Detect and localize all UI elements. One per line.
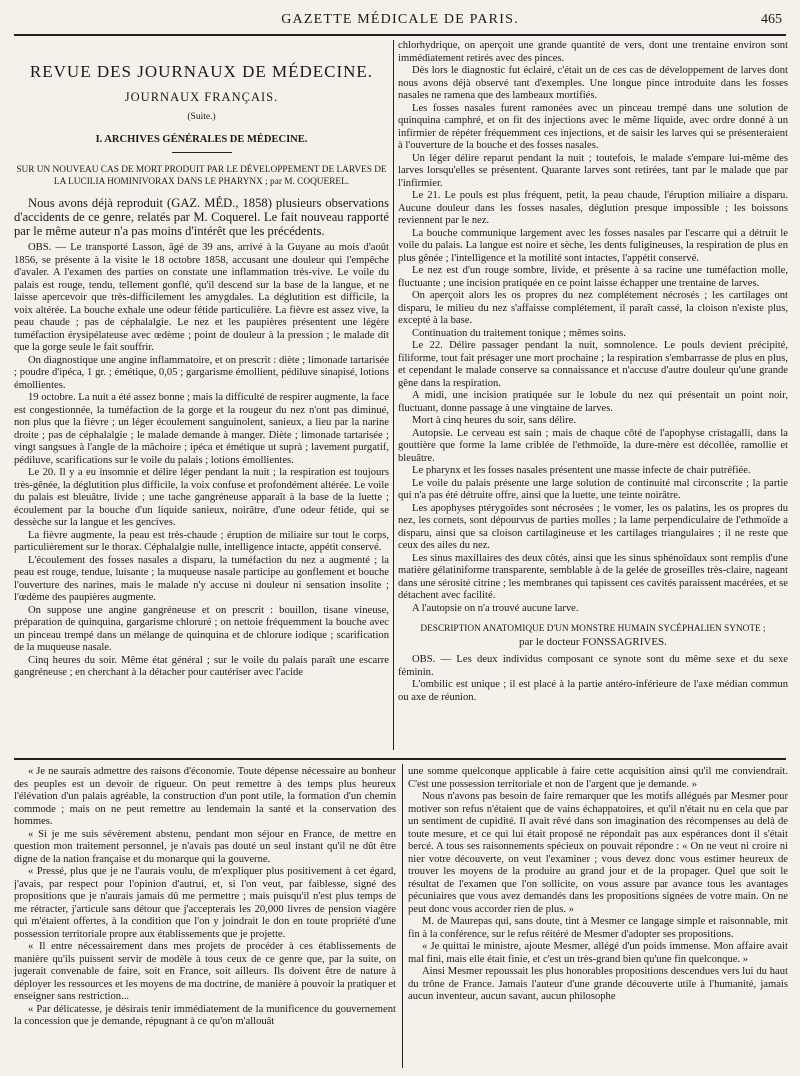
feuilleton-divider (14, 758, 786, 760)
paragraph: Mort à cinq heures du soir, sans délire. (412, 415, 577, 426)
paragraph: Le pharynx et les fosses nasales présentent une masse infecte de chair putréfiée. (412, 465, 751, 476)
section-title: REVUE DES JOURNAUX DE MÉDECINE. (29, 62, 374, 81)
paragraph: Nous avons déjà reproduit (GAZ. MÉD., 1858) plusieurs observations d'accidents de ce genre, relatés par M. Coquerel. Le fait nouveau rapporté par le même auteur n'a pas moins d'intérêt que les précédents. (14, 196, 389, 238)
paragraph: Dès lors le diagnostic fut éclairé, c'était un de ces cas de développement de larves dont nous avons déjà observé tant d'exemples. Une longue pince introduite dans les fosses nasales ne ramena que des lambeaux mortifiés. (398, 65, 788, 101)
paragraph: une somme quelconque applicable à faire cette acquisition ainsi qu'il me conviendrait. C'est une possession territoriale et non de l'argent que je demande. » (408, 766, 788, 790)
paragraph: Le 21. Le pouls est plus fréquent, petit, la peau chaude, l'éruption miliaire a disparu. Aucune douleur dans les fosses nasales, déglution presque impossible ; les boissons reviennent par le nez. (398, 190, 788, 226)
paragraph: OBS. — Le transporté Lasson, âgé de 39 ans, arrivé à la Guyane au mois d'août 1856, se présente à la visite le 18 octobre 1858, accusant une douleur qui l'empêche d'avaler. A l'examen des parties on constate une inflammation très-vive. Le voile du palais est rouge, tendu, tellement gonflé, qu'il descend sur la base de la langue, et ne laisse apercevoir que très-difficilement les amygdales. La déglutition est difficile, la voix altérée. La bouche exhale une odeur fétide particulière. La fièvre est assez vive, la peau chaude ; pas de céphalalgie. Le nez et les paupières présentent une légère tuméfaction érysipélateuse avec œdème ; point de douleur à la pression ; le malade dit que la gorge seule le fait souffrir. (14, 242, 389, 353)
archives-heading: I. ARCHIVES GÉNÉRALES DE MÉDECINE. (95, 133, 308, 145)
description-title: DESCRIPTION ANATOMIQUE D'UN MONSTRE HUMAIN SYCÉPHALIEN SYNOTE ; (420, 624, 766, 634)
paragraph: « Pressé, plus que je ne l'aurais voulu, de m'expliquer plus positivement à cet égard, j'avais, par respect pour l'opinion d'autrui, et, si l'on veut, par faiblesse, signé des propositions que je n'aurais jamais dû me permettre ; mais puisqu'il n'est plus temps de me rétracter, j'articule sans détour que j'accepterais les 20,000 livres de pension viagère qui m'étaient offertes, à la condition que l'on y joindrait le don en toute propriété d'une possession territoriale propre aux établissements que je projette. (14, 866, 396, 940)
subsection-title: JOURNAUX FRANÇAIS. (124, 89, 279, 104)
article-title: SUR UN NOUVEAU CAS DE MORT PRODUIT PAR LE DÉVELOPPEMENT DE LARVES DE LA LUCILIA HOMINIVORAX DANS LE PHARYNX ; par M. COQUEREL. (16, 165, 387, 187)
paragraph: OBS. — Les deux individus composant ce synote sont du même sexe et du sexe féminin. (398, 654, 788, 678)
paragraph: Le 20. Il y a eu insomnie et délire léger pendant la nuit ; la respiration est toujours très-gênée, la déglutition plus difficile, la voix confuse et profondément altérée. Le voile du palais est bleuâtre, livide ; une tache gangréneuse apparaît à la base de la luette ; écoulement par la bouche d'un liquide sanieux, noirâtre, d'une odeur fétide, qui se dessèche sur la langue et les gencives. (14, 467, 389, 528)
paragraph: Continuation du traitement tonique ; mêmes soins. (412, 327, 626, 339)
paragraph: Autopsie. Le cerveau est sain ; mais de chaque côté de l'apophyse cristagalli, dans la gouttière que forme la lame criblée de l'ethmoïde, la dure-mère est décollée, ramollie et bleuâtre. (398, 427, 788, 464)
paragraph: La fièvre augmente, la peau est très-chaude ; éruption de miliaire sur tout le corps, particulièrement sur le thorax. Céphalalgie nulle, intelligence intacte, appétit conservé. (14, 529, 389, 553)
paragraph: « Si je me suis sévèrement abstenu, pendant mon séjour en France, de mettre en question mon traitement personnel, je n'avais pas douté un seul instant qu'il ne dût être digne de la nation française et du monarque qui la gouverne. (14, 828, 396, 865)
paragraph: Le voile du palais présente une large solution de continuité mal circonscrite ; la partie qui n'a pas été détruite offre, ainsi que la luette, une teinte noirâtre. (398, 477, 788, 501)
page-number: 465 (761, 12, 782, 27)
paragraph: La bouche communique largement avec les fosses nasales par l'escarre qui a détruit le voile du palais. La langue est noire et sèche, les dents fuligineuses, la respiration de plus en plus gênée ; l'intelligence et la motilité sont intactes, l'appétit conservé. (398, 227, 788, 264)
paragraph: Un léger délire reparut pendant la nuit ; toutefois, le malade s'empare lui-même des larves lorsqu'elles se présentent. Quarante larves sont retirées, tant par le malade que par l'infirmier. (398, 152, 788, 189)
journal-title: GAZETTE MÉDICALE DE PARIS. (281, 12, 519, 27)
page-header (14, 10, 786, 36)
paragraph: On aperçoit alors les os propres du nez complétement nécrosés ; les cartilages ont disparu, le milieu du nez s'affaisse complétement, il paraît cassé, la cloison n'existe plus, excepté à la base. (398, 290, 788, 326)
paragraph: A l'autopsie on n'a trouvé aucune larve. (412, 602, 579, 614)
paragraph: On suppose une angine gangréneuse et on prescrit : bouillon, tisane vineuse, préparation de quinquina, gargarisme chloruré ; on nettoie fréquemment la bouche avec un pinceau trempé dans un mélange de quinquina et de chlorure iodique ; scarification de la muqueuse nasale. (14, 604, 389, 653)
column-divider (393, 40, 394, 750)
paragraph: Ainsi Mesmer repoussait les plus honorables propositions descendues vers lui du haut du trône de France. Jamais l'auteur d'une grande découverte utile à l'humanité, jamais aucun inventeur, aucun savant, aucun philosophe (408, 966, 788, 1002)
right-column (398, 40, 788, 750)
paragraph: M. de Maurepas qui, sans doute, tint à Mesmer ce langage simple et raisonnable, mit fin à la conférence, sur le refus réitéré de Mesmer d'adopter ses propositions. (408, 916, 788, 940)
divider (172, 152, 232, 153)
paragraph: « Je ne saurais admettre des raisons d'économie. Toute dépense nécessaire au bonheur des peuples est un devoir de rigueur. On peut remettre à des temps plus heureux l'élévation d'un palais agréable, la construction d'un pont utile, la formation d'un chemin commode ; mais on ne peut remettre au lendemain la santé et la conservation des hommes. (14, 766, 396, 827)
paragraph: Le nez est d'un rouge sombre, livide, et présente à sa racine une tuméfaction molle, fluctuante ; une incision pratiquée en ce point laisse échapper une trentaine de larves. (398, 265, 788, 289)
left-column (14, 40, 389, 750)
paragraph: Cinq heures du soir. Même état général ; sur le voile du palais paraît une escarre gangréneuse ; en cherchant à la détacher pour cautériser avec l'acide (14, 654, 389, 678)
paragraph: Nous n'avons pas besoin de faire remarquer que les motifs allégués par Mesmer pour motiver son refus n'étaient que de vains échappatoires, et qu'il n'était nu en cela que par un sentiment de cupidité. Il avait rêvé dans son imagination des récompenses au delà de toute mesure, et ce qui lui était proposé ne répondait pas aux espérances dont il s'était bercé. A tous ses raisonnements spécieux on pouvait répondre : « On ne veut ni croire ni nier votre découverte, on veut l'examiner ; vous devez donc vous estimer heureux de trouver les moyens de la produire au grand jour et de la propager. Quel que soit le résultat de l'examen que l'on sollicite, on vous assure par avance tous les avantages pécuniaires que vous avez demandés dans les propositions signées de votre main. On ne peut donc vous accorder rien de plus. » (408, 791, 788, 915)
paragraph: « Par délicatesse, je désirais tenir immédiatement de la munificence du gouvernement la concession que je demande, répugnant à ce qu'on m'allouât (14, 1003, 396, 1027)
paragraph: Le 22. Délire passager pendant la nuit, somnolence. Le pouls devient précipité, filiforme, tout fait présager une mort prochaine ; la respiration s'embarrasse de plus en plus, et cependant le malade conserve sa connaissance et n'accuse d'autre douleur qu'une grande gêne dans la respiration. (398, 340, 788, 389)
paragraph: « Je quittai le ministre, ajoute Mesmer, allégé d'un poids immense. Mon affaire avait mal fini, mais elle était finie, et c'est un très-grand bien qu'une fin quelconque. » (408, 941, 788, 965)
column-divider (402, 764, 403, 1068)
suite-note: (Suite.) (187, 112, 216, 122)
paragraph: L'ombilic est unique ; il est placé à la partie antéro-inférieure de l'axe médian commun ou axe de réunion. (398, 679, 788, 703)
paragraph: Les fosses nasales furent ramonées avec un pinceau trempé dans une solution de quinquina camphré, et on fit des injections avec le même liquide, avec ordre donné à un infirmier de répéter fréquemment ces injections, et de saisir les larves qui se présenteraient à l'ouverture de la bouche et des fosses nasales. (398, 102, 788, 151)
paragraph: A midi, une incision pratiquée sur le lobule du nez qui présentait un point noir, fluctuant, donne passage à une vingtaine de larves. (398, 390, 788, 414)
paragraph: chlorhydrique, on aperçoit une grande quantité de vers, dont une trentaine environ sont immédiatement retirés avec des pinces. (398, 40, 788, 64)
paragraph: Les apophyses ptérygoïdes sont nécrosées ; le vomer, les os palatins, les os propres du nez, les cornets, sont dépourvus de parties molles ; la lame perpendiculaire de l'ethmoïde a disparu, ainsi que sa cloison cartilagineuse et les cartilages triangulaires ; il ne reste que ceux des ailes du nez. (398, 502, 788, 551)
paragraph: On diagnostique une angine inflammatoire, et on prescrit : diète ; limonade tartarisée ; poudre d'ipéca, 1 gr. ; émétique, 0,05 ; gargarisme émollient, pédiluve sinapisé, lotions émollientes. (14, 354, 389, 391)
paragraph: 19 octobre. La nuit a été assez bonne ; mais la difficulté de respirer augmente, la face est congestionnée, la tuméfaction de la gorge et la rougeur du nez n'ont pas diminué, non plus que la fièvre ; un léger écoulement sanguinolent, sanieux, a lieu par la narine droite ; pas de céphalalgie ; le malade demande à manger. Diète ; limonade tartarisée ; vingt sangsues à l'angle de la mâchoire ; ipéca et émétique ut suprà ; lavement purgatif, pédiluve, scarifications sur le voile du palais ; lotions émollientes. (14, 392, 389, 466)
description-author: par le docteur FONSSAGRIVES. (519, 635, 667, 648)
feuilleton-right-column (408, 766, 788, 1070)
paragraph: Les sinus maxillaires des deux côtés, ainsi que les sinus sphénoïdaux sont remplis d'une matière gélatiniforme transparente, semblable à de la gelée de groseilles très-claire, nageant dans une sérosité citrine ; les membranes qui tapissent ces cavités paraissent macérées, et se détachent avec facilité. (398, 552, 788, 601)
feuilleton-left-column (14, 766, 396, 1070)
paragraph: « Il entre nécessairement dans mes projets de procéder à ces établissements de manière qu'ils puissent servir de modèle à tous ceux de ce genre que, par la suite, on jugerait convenable de faire, soit en France, soit ailleurs. Ils doivent être de nature à déployer les ressources et les moyens de ma doctrine, de manière à pouvoir la pratiquer et enseigner sans restriction... (14, 941, 396, 1002)
paragraph: L'écoulement des fosses nasales a disparu, la tuméfaction du nez a augmenté ; la peau est rouge, tendue, luisante ; la muqueuse nasale participe au gonflement et bouche l'ouverture des narines, mais le malade n'y accuse ni douleur ni sensation insolite ; l'œdème des paupières augmente. (14, 554, 389, 603)
